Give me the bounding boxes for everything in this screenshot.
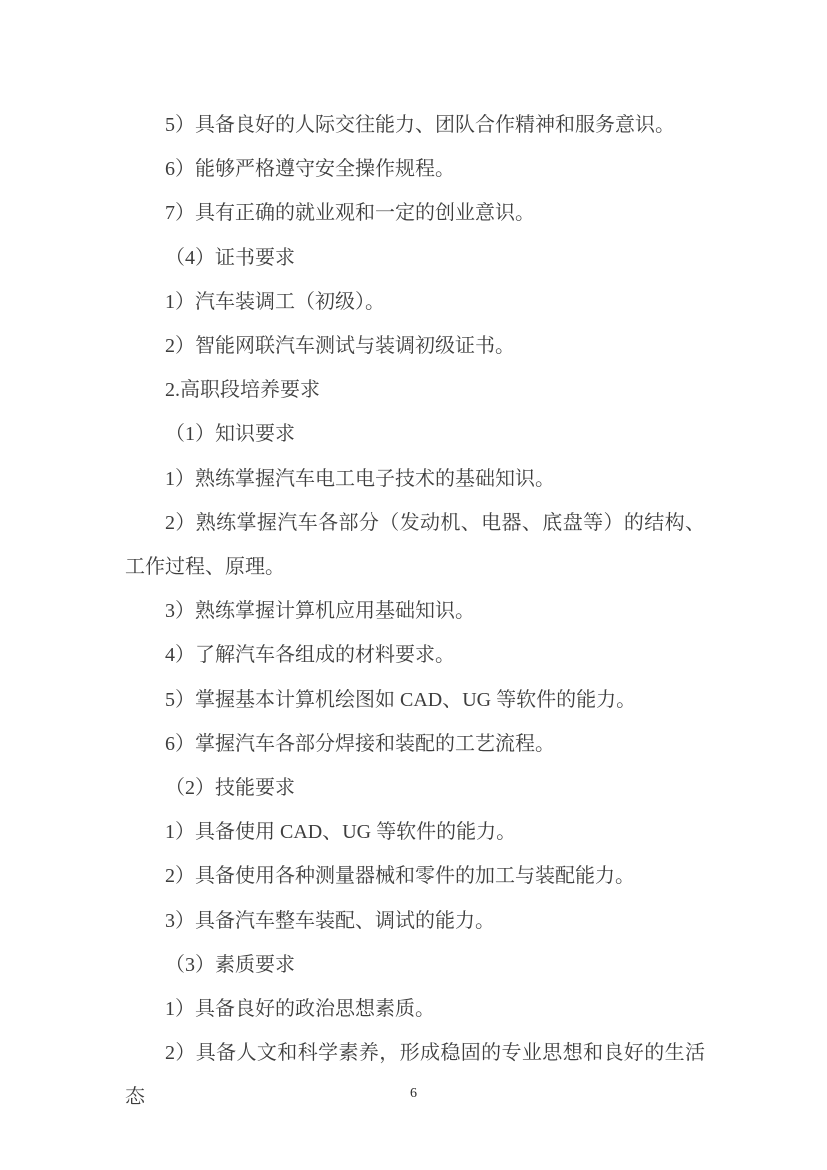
paragraph: 2）具备人文和科学素养，形成稳固的专业思想和良好的生活态 bbox=[125, 1042, 705, 1109]
page-number: 6 bbox=[410, 1086, 417, 1101]
document-body bbox=[125, 103, 705, 1120]
paragraph: 1）具备良好的政治思想素质。 bbox=[165, 998, 435, 1021]
paragraph: 2.高职段培养要求 bbox=[165, 379, 320, 402]
paragraph: （3）素质要求 bbox=[165, 953, 295, 976]
paragraph: 1）熟练掌握汽车电工电子技术的基础知识。 bbox=[165, 467, 555, 490]
paragraph: 2）熟练掌握汽车各部分（发动机、电器、底盘等）的结构、工作过程、原理。 bbox=[125, 511, 705, 579]
paragraph: 5）具备良好的人际交往能力、团队合作精神和服务意识。 bbox=[165, 114, 675, 136]
paragraph: 1）具备使用 CAD、UG 等软件的能力。 bbox=[165, 821, 517, 844]
paragraph: 6）掌握汽车各部分焊接和装配的工艺流程。 bbox=[165, 732, 555, 755]
paragraph: 7）具有正确的就业观和一定的创业意识。 bbox=[165, 202, 535, 225]
paragraph: （2）技能要求 bbox=[165, 777, 295, 800]
paragraph: 6）能够严格遵守安全操作规程。 bbox=[165, 158, 455, 181]
paragraph: 4）了解汽车各组成的材料要求。 bbox=[165, 644, 455, 667]
paragraph: （4）证书要求 bbox=[165, 246, 295, 269]
paragraph: 2）具备使用各种测量器械和零件的加工与装配能力。 bbox=[165, 865, 635, 888]
paragraph: 2）智能网联汽车测试与装调初级证书。 bbox=[165, 335, 515, 358]
paragraph: （1）知识要求 bbox=[165, 423, 295, 446]
paragraph: 5）掌握基本计算机绘图如 CAD、UG 等软件的能力。 bbox=[165, 688, 637, 711]
paragraph: 3）熟练掌握计算机应用基础知识。 bbox=[165, 600, 475, 623]
paragraph: 3）具备汽车整车装配、调试的能力。 bbox=[165, 909, 495, 932]
paragraph: 1）汽车装调工（初级）。 bbox=[165, 290, 385, 313]
